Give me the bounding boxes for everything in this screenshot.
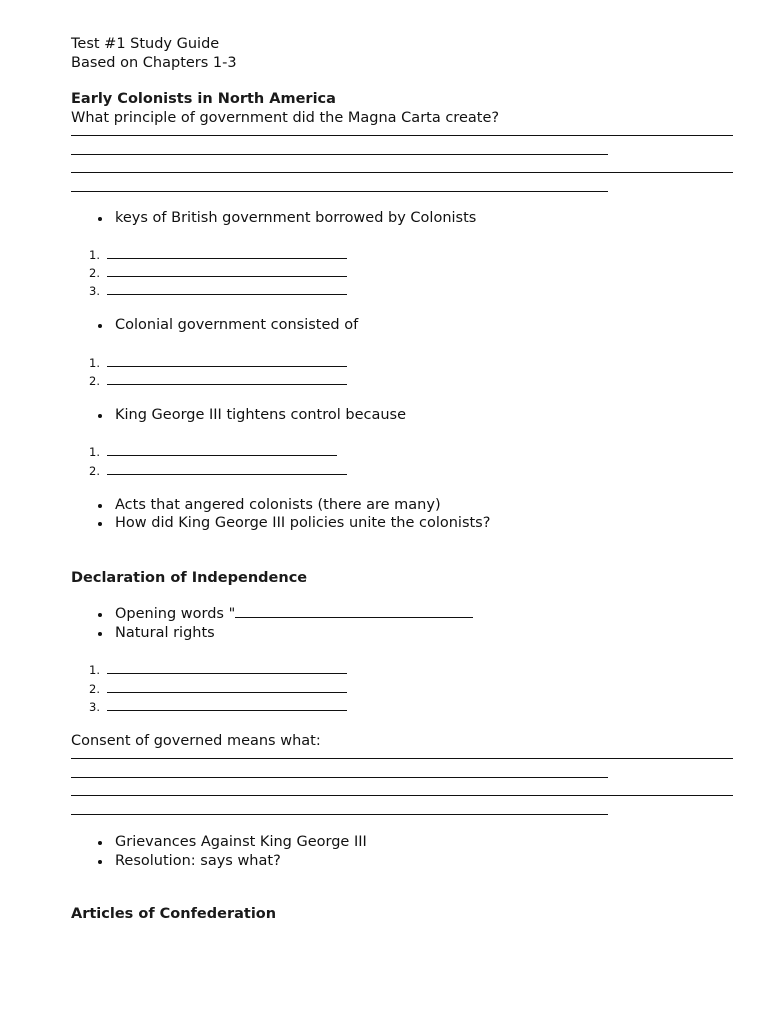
numbered-blanks-colonial (71, 353, 733, 389)
bullet-list-declaration (71, 605, 733, 642)
fill-in-blank[interactable] (107, 697, 347, 711)
bullet-dot (98, 522, 102, 526)
bullet-dot (98, 504, 102, 508)
numbered-blanks-keys (71, 245, 733, 300)
fill-in-blank[interactable] (107, 371, 347, 385)
answer-line[interactable] (71, 136, 608, 155)
section-heading-articles: Articles of Confederation (71, 906, 277, 923)
bullet-text: How did King George III policies unite the colonists? (115, 515, 491, 532)
fill-in-blank[interactable] (107, 263, 347, 277)
item-number: 2. (89, 265, 100, 280)
answer-lines-consent (71, 741, 733, 815)
numbered-blank (71, 697, 733, 715)
numbered-blank (71, 371, 733, 389)
fill-in-blank[interactable] (107, 281, 347, 295)
bullet-text: King George III tightens control because (115, 406, 407, 423)
document-title: Test #1 Study Guide (71, 36, 220, 52)
answer-line[interactable] (71, 796, 608, 815)
numbered-blank (71, 442, 733, 460)
answer-line[interactable] (71, 155, 733, 173)
section-heading-declaration: Declaration of Independence (71, 569, 308, 586)
bullet-list-grievances (71, 833, 733, 870)
document-subtitle: Based on Chapters 1-3 (71, 54, 237, 71)
bullet-item (71, 624, 733, 643)
fill-in-blank[interactable] (107, 679, 347, 693)
bullet-dot (98, 613, 102, 617)
bullet-list-keys (71, 209, 733, 228)
answer-line[interactable] (71, 778, 733, 796)
bullet-dot (98, 632, 102, 636)
numbered-blank (71, 281, 733, 299)
numbered-blank (71, 245, 733, 263)
item-number: 2. (89, 373, 100, 388)
fill-in-blank[interactable] (235, 605, 473, 618)
bullet-list-acts (71, 496, 733, 533)
answer-line[interactable] (71, 759, 608, 778)
bullet-dot (98, 324, 102, 328)
magna-carta-question: What principle of government did the Magna Carta create? (71, 109, 500, 126)
bullet-item (71, 514, 733, 533)
bullet-text: Colonial government consisted of (115, 317, 359, 334)
bullet-item (71, 316, 733, 335)
item-number: 1. (89, 445, 100, 460)
fill-in-blank[interactable] (107, 442, 337, 456)
fill-in-blank[interactable] (107, 245, 347, 259)
fill-in-blank[interactable] (107, 461, 347, 475)
bullet-item (71, 496, 733, 515)
numbered-blanks-king (71, 442, 733, 478)
bullet-list-king (71, 406, 733, 425)
fill-in-blank[interactable] (107, 660, 347, 674)
bullet-text: Acts that angered colonists (there are many) (115, 496, 441, 513)
bullet-text: keys of British government borrowed by Colonists (115, 210, 477, 226)
numbered-blank (71, 679, 733, 697)
numbered-blanks-natural-rights (71, 660, 733, 715)
fill-in-blank[interactable] (107, 353, 347, 367)
bullet-item (71, 209, 733, 228)
numbered-blank (71, 263, 733, 281)
item-number: 1. (89, 355, 100, 370)
answer-line[interactable] (71, 173, 608, 192)
bullet-text: Opening words " (115, 606, 236, 623)
bullet-item (71, 833, 733, 852)
item-number: 3. (89, 699, 100, 714)
section-heading-early-colonists: Early Colonists in North America (71, 91, 336, 107)
bullet-dot (98, 841, 102, 845)
answer-lines-magna-carta (71, 118, 733, 192)
bullet-text: Grievances Against King George III (115, 834, 367, 851)
study-guide-page (71, 35, 733, 924)
bullet-item (71, 852, 733, 871)
bullet-text: Natural rights (115, 624, 215, 641)
item-number: 3. (89, 283, 100, 298)
item-number: 1. (89, 663, 100, 678)
bullet-dot (98, 217, 102, 221)
bullet-item (71, 406, 733, 425)
bullet-dot (98, 860, 102, 864)
numbered-blank (71, 461, 733, 479)
numbered-blank (71, 353, 733, 371)
item-number: 1. (89, 247, 100, 262)
consent-question: Consent of governed means what: (71, 732, 321, 749)
bullet-text: Resolution: says what? (115, 852, 281, 869)
item-number: 2. (89, 681, 100, 696)
bullet-item (71, 605, 733, 624)
item-number: 2. (89, 463, 100, 478)
bullet-dot (98, 414, 102, 418)
bullet-list-colonial (71, 316, 733, 335)
numbered-blank (71, 660, 733, 678)
